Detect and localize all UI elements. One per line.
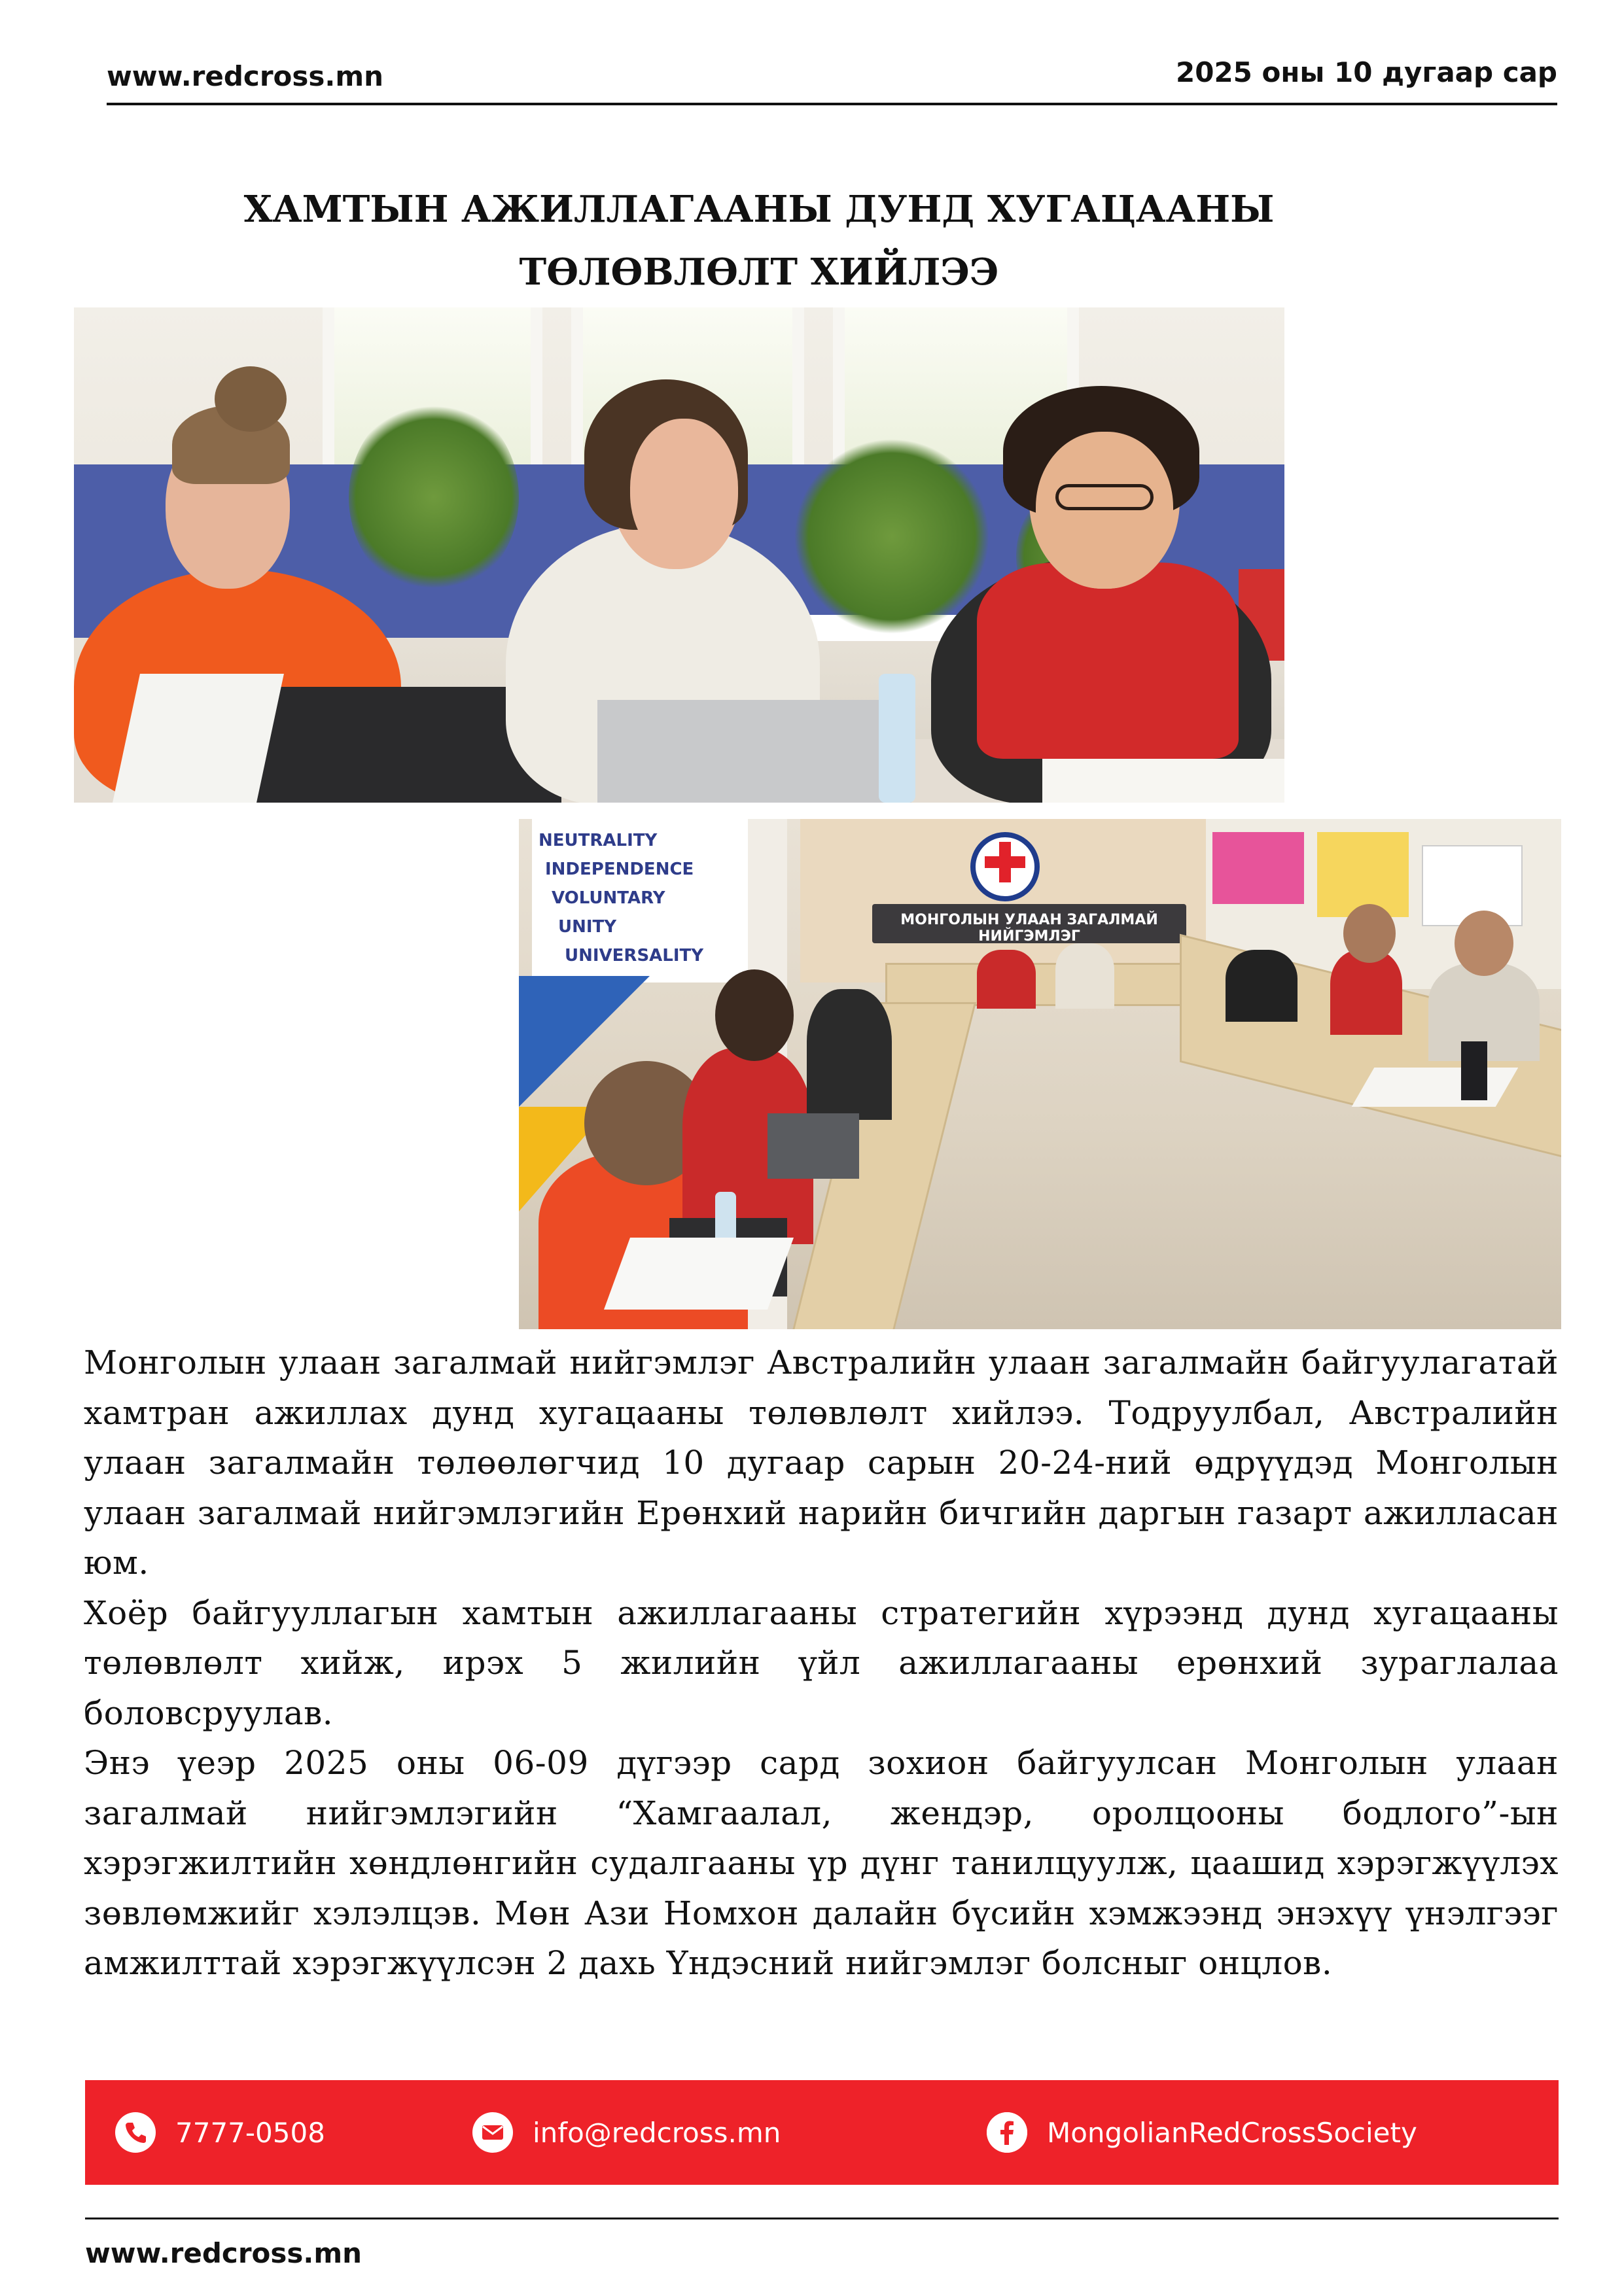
person-head bbox=[1343, 904, 1396, 963]
paragraph: Хоёр байгууллагын хамтын ажиллагааны стратегийн хүрээнд дунд хугацааны төлөвлөлт хийж, ирэх 5 жилийн үйл ажиллагааны ерөнхий зураглалаа боловсруулав. bbox=[84, 1593, 1559, 1732]
principle-label: INDEPENDENCE bbox=[545, 860, 694, 879]
water-bottle bbox=[879, 674, 915, 803]
hair-bun bbox=[215, 366, 287, 432]
person-seated bbox=[1055, 943, 1114, 1009]
principle-label: UNITY bbox=[558, 917, 617, 937]
phone-number[interactable]: 7777-0508 bbox=[175, 2116, 325, 2149]
footer-site-url[interactable]: www.redcross.mn bbox=[85, 2237, 362, 2269]
facebook-page[interactable]: MongolianRedCrossSociety bbox=[1047, 2116, 1417, 2149]
paper-document bbox=[113, 674, 284, 803]
header-divider bbox=[107, 103, 1557, 105]
cross-icon bbox=[999, 842, 1011, 882]
laptop bbox=[768, 1113, 859, 1179]
article-body bbox=[84, 1338, 1559, 1989]
person-face bbox=[630, 419, 738, 563]
drink-can bbox=[1461, 1041, 1487, 1100]
footer-divider bbox=[85, 2218, 1559, 2219]
plant bbox=[794, 438, 990, 635]
poster bbox=[1212, 832, 1304, 904]
banner-text: МОНГОЛЫН УЛААН ЗАГАЛМАЙ НИЙГЭМЛЭГ bbox=[900, 912, 1158, 945]
person-red-vest bbox=[977, 950, 1036, 1009]
laptop bbox=[597, 700, 911, 803]
facebook-icon bbox=[987, 2112, 1027, 2153]
principle-label: NEUTRALITY bbox=[538, 831, 658, 850]
person-face bbox=[1036, 432, 1173, 589]
email-address[interactable]: info@redcross.mn bbox=[533, 2116, 781, 2149]
article-title bbox=[196, 178, 1322, 304]
paper-document bbox=[1352, 1068, 1519, 1107]
title-line-1: ХАМТЫН АЖИЛЛАГААНЫ ДУНД ХУГАЦААНЫ bbox=[243, 188, 1275, 231]
footer-facebook[interactable] bbox=[987, 2111, 1417, 2154]
principle-label: UNIVERSALITY bbox=[565, 946, 704, 965]
person-head bbox=[715, 969, 794, 1061]
paper-document bbox=[604, 1238, 794, 1310]
person-seated bbox=[1226, 950, 1297, 1022]
mail-icon bbox=[472, 2112, 513, 2153]
person-head bbox=[1455, 911, 1513, 976]
paragraph: Монголын улаан загалмай нийгэмлэг Австралийн улаан загалмайн байгуулагатай хамтран ажиллах дунд хугацааны төлөвлөлт хийлээ. Тодруулбал, Австралийн улаан загалмайн төлөөлөгчид 10 дугаар сарын 20-24-ний өдрүүдэд Монголын улаан загалмай нийгэмлэгийн Ерөнхий нарийн бичгийн даргын газарт ажилласан юм. bbox=[84, 1344, 1559, 1582]
title-line-2: ТӨЛӨВЛӨЛТ ХИЙЛЭЭ bbox=[519, 251, 999, 294]
paragraph: Энэ үеэр 2025 оны 06-09 дүгээр сард зохион байгуулсан Монголын улаан загалмай нийгэмлэгийн “Хамгаалал, жендэр, оролцооны бодлого”-ын хэрэгжилтийн хөндлөнгийн судалгааны үр дүнг танилцуулж, цаашид хэрэгжүүлэх зөвлөмжийг хэлэлцэв. Мөн Ази Номхон далайн бүсийн хэмжээнд энэхүү үнэлгээг амжилттай хэрэгжүүлсэн 2 дахь Үндэсний нийгэмлэг болсныг онцлов. bbox=[84, 1744, 1559, 1982]
glasses bbox=[1055, 484, 1154, 510]
plant bbox=[349, 399, 519, 595]
paper-document bbox=[1042, 759, 1284, 803]
person-seated bbox=[807, 989, 892, 1120]
footer-phone[interactable] bbox=[115, 2111, 325, 2154]
header-date: 2025 оны 10 дугаар сар bbox=[1176, 56, 1557, 88]
header-site-url[interactable]: www.redcross.mn bbox=[107, 60, 384, 92]
photo-meeting-room bbox=[519, 819, 1561, 1329]
photo-meeting-closeup bbox=[74, 307, 1284, 803]
principle-label: VOLUNTARY bbox=[552, 888, 665, 908]
red-cross-vest bbox=[977, 563, 1239, 759]
footer-email[interactable] bbox=[472, 2111, 781, 2154]
phone-icon bbox=[115, 2112, 156, 2153]
